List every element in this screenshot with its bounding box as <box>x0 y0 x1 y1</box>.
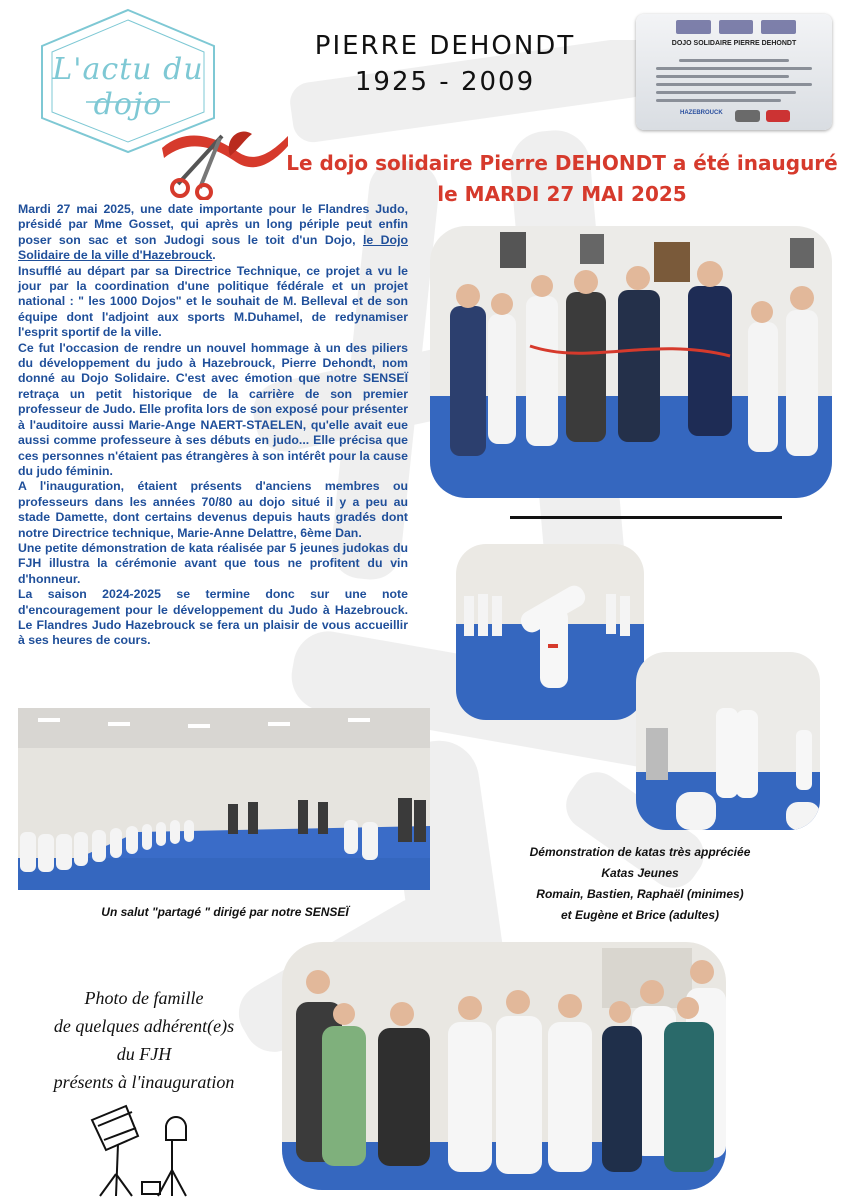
caption-kata-line-4: et Eugène et Brice (adultes) <box>560 908 720 922</box>
article-paragraph-2: Insufflé au départ par sa Directrice Technique, ce projet a vu le jour par la coordination d'une politique fédérale et un projet national : " les 1000 Dojos" et le souhait de M. Belleval et de son équipe dont l'adjoint aux sports M.Duhamel, de redynamiser l'esprit sportif de la ville. <box>18 263 408 340</box>
dojo-logo-text: L'actu du dojo <box>52 52 204 122</box>
headline-line-2: le MARDI 27 MAI 2025 <box>437 182 687 206</box>
header-name: PIERRE DEHONDT <box>314 31 576 61</box>
plaque-footer <box>680 110 790 122</box>
plaque-photo <box>636 14 832 130</box>
article-paragraph-4: A l'inauguration, étaient présents d'anciens membres ou professeurs dans les années 70/80 au dojo situé il y a peu au stade Damette, dont certains devenus depuis hauts gradés dont notre Directrice technique, Marie-Anne Delattre, 6ème Dan. <box>18 479 408 540</box>
plaque-title: DOJO SOLIDAIRE PIERRE DEHONDT <box>671 40 797 47</box>
dojo-solidaire-link[interactable]: le Dojo Solidaire de la ville d'Hazebrouck <box>18 232 408 263</box>
article-paragraph-5: Une petite démonstration de kata réalisée par 5 jeunes judokas du FJH illustra la cérémonie avant que tous ne profitent du vin d'honneur. <box>18 540 408 586</box>
photo-kata-throw <box>456 544 644 720</box>
family-text-line-1: Photo de famille <box>84 988 204 1008</box>
plaque-text-lines <box>656 54 812 107</box>
caption-kata-line-1: Démonstration de katas très appréciée <box>529 845 751 859</box>
photo-family <box>282 942 726 1190</box>
headline <box>282 148 842 210</box>
studio-light-icon <box>86 1100 206 1198</box>
article-paragraph-3: Ce fut l'occasion de rendre un nouvel hommage à un des piliers du développement du judo à Hazebrouck, Pierre Dehondt, nom donné au Dojo Solidaire. C'est avec émotion que notre SENSEÏ retraça un petit historique de la carrière de son premier professeur de Judo. Elle profita lors de son exposé pour présenter à l'auditoire aussi Marie-Ange NAERT-STAELEN, qu'elle avait eue aussi comme professeure à ses débuts en judo... Elle précisa que ces personnes n'étaient pas étrangères à son intérêt pour la cause du judo féminin. <box>18 340 408 478</box>
photo-kata-hold <box>636 652 820 830</box>
family-text-line-4: présents à l'inauguration <box>53 1072 235 1092</box>
plaque-footer-text: HAZEBROUCK <box>680 110 723 116</box>
headline-line-1: Le dojo solidaire Pierre DEHONDT a été inauguré <box>286 151 838 175</box>
section-divider <box>510 516 782 519</box>
article-body <box>18 202 408 649</box>
family-text-line-3: du FJH <box>116 1044 172 1064</box>
scissors-ribbon-icon <box>160 118 290 200</box>
caption-salut: Un salut "partagé " dirigé par notre SENSEÏ <box>101 905 349 919</box>
caption-kata <box>470 842 810 926</box>
article-paragraph-1: Mardi 27 mai 2025, une date importante pour le Flandres Judo, présidé par Mme Gosset, qui après un long périple peut enfin poser son sac et son Judogi sous le toit d'un Dojo, le Dojo Solidaire de la ville d'Hazebrouck. <box>18 202 408 263</box>
plaque-logos <box>676 20 796 34</box>
photo-salut <box>18 708 430 890</box>
header-title <box>290 28 600 100</box>
family-photo-text <box>24 984 264 1096</box>
article-paragraph-6: La saison 2024-2025 se termine donc sur une note d'encouragement pour le développement du Judo à Hazebrouck. Le Flandres Judo Hazebrouck se fera un plaisir de vous accueillir à ses heures de cours. <box>18 587 408 648</box>
caption-kata-line-3: Romain, Bastien, Raphaël (minimes) <box>536 887 744 901</box>
photo-ribbon-cutting <box>430 226 832 498</box>
caption-kata-line-2: Katas Jeunes <box>601 866 679 880</box>
header-years: 1925 - 2009 <box>354 67 536 97</box>
family-text-line-2: de quelques adhérent(e)s <box>53 1016 235 1036</box>
